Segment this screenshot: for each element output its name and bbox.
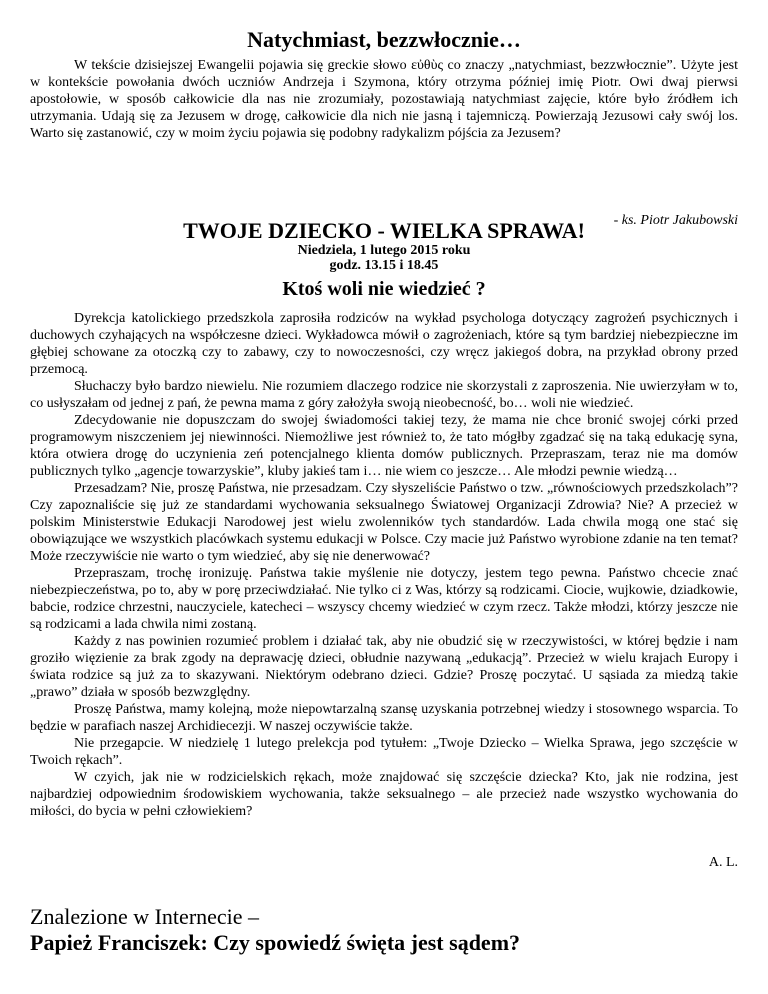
section-heading-internet: Znalezione w Internecie –	[30, 904, 260, 929]
paragraph: W czyich, jak nie w rodzicielskich rękach, może znajdować się szczęście dziecka? Kto, jak nie rodzina, jest najbardziej odpowiednim środowiskiem wychowania, także seksualnego – ale przecież nade wszystko wychowania do miłości, do bycia w pełni człowiekiem?	[30, 770, 738, 819]
section-title-twoje-dziecko: TWOJE DZIECKO - WIELKA SPRAWA!	[183, 218, 585, 243]
event-time: godz. 13.15 i 18.45	[329, 258, 439, 273]
section-heading-pope: Papież Franciszek: Czy spowiedź święta jest sądem?	[30, 930, 521, 955]
paragraph: Słuchaczy było bardzo niewielu. Nie rozumiem dlaczego rodzice nie skorzystali z zaproszenia. Nie uwierzyłam w to, co usłyszałam od jednej z pań, że pewna mama z góry założyła swoją nieobecność, bo… woli nie wiedzieć.	[30, 379, 738, 411]
paragraph: Zdecydowanie nie dopuszczam do swojej świadomości takiej tezy, że mama nie chce bronić swojej córki przed programowym niszczeniem jej niewinności. Niemożliwe jest również to, że tato mógłby zgadzać się na taką edukację syna, która otwiera drogę do uczynienia zeń potencjalnego klienta domów publicznych. Przepraszam, teraz nie ma domów publicznych tylko „agencje towarzyskie”, kluby jakieś tam i… nie wiem co jeszcze… Ale młodzi pewnie wiedzą…	[30, 413, 738, 479]
article-signature: A. L.	[708, 855, 738, 870]
paragraph: Dyrekcja katolickiego przedszkola zaprosiła rodziców na wykład psychologa dotyczący zagrożeń psychicznych i duchowych czyhających na współczesne dzieci. Wykładowca mówił o zagrożeniach, które są tym bardziej niebezpieczne im głębiej schowane za otoczką czy to zabawy, czy to nowoczesności, czy wręcz jakiegoś dobra, na przykład obrony przed przemocą.	[30, 311, 738, 377]
article-body	[30, 310, 738, 820]
paragraph: Nie przegapcie. W niedzielę 1 lutego prelekcja pod tytułem: „Twoje Dziecko – Wielka Sprawa, jego szczęście w Twoich rękach”.	[30, 736, 738, 768]
paragraph: Przesadzam? Nie, proszę Państwa, nie przesadzam. Czy słyszeliście Państwo o tzw. „równościowych przedszkolach”? Czy zapoznaliście się już ze standardami wychowania seksualnego Światowej Organizacji Zdrowia? Nie? A przecież w polskim Ministerstwie Edukacji Narodowej jest wielu zwolenników tych standardów. Lada chwila mogą one stać się obowiązujące we wszystkich placówkach systemu edukacji w Polsce. Czy macie już Państwo wyrobione zdanie na ten temat? Może rzeczywiście nie warto o tym wiedzieć, aby się nie denerwować?	[30, 481, 738, 564]
author-signature: - ks. Piotr Jakubowski	[613, 213, 738, 228]
event-date: Niedziela, 1 lutego 2015 roku	[297, 243, 471, 258]
event-date-block	[0, 243, 768, 273]
article-subtitle: Ktoś woli nie wiedzieć ?	[282, 278, 486, 300]
paragraph: Każdy z nas powinien rozumieć problem i działać tak, aby nie obudzić się w rzeczywistości, w której będzie i nam groziło więzienie za brak zgody na deprawację dzieci, obłudnie nazywaną „edukacją”. Przecież w wielu krajach Europy i świata rodzice są już za to skazywani. Niektórym odebrano dzieci. Gdzie? Proszę poczytać. U sąsiada za miedzą takie „prawo” działa w sposób bezwzględny.	[30, 634, 738, 700]
section-paragraph-natychmiast	[30, 57, 738, 142]
paragraph: W tekście dzisiejszej Ewangelii pojawia się greckie słowo εὐθὺς co znaczy „natychmiast, bezzwłocznie”. Użyte jest w kontekście powołania dwóch uczniów Andrzeja i Szymona, który otrzyma później imię Piotr. Owi dwaj pierwsi apostołowie, w sposób całkowicie dla nas nie zrozumiały, pozostawiają natychmiast zajęcie, które było źródłem ich utrzymania. Udają się za Jezusem w drogę, całkowicie dla nich nie jasną i tajemniczą. Powierzają Jezusowi cały swój los. Warto się zastanowić, czy w moim życiu pojawia się podobny radykalizm pójścia za Jezusem?	[30, 58, 738, 141]
paragraph: Przepraszam, trochę ironizuję. Państwa takie myślenie nie dotyczy, jestem tego pewna. Państwo chcecie znać niebezpieczeństwa, po to, aby w porę przeciwdziałać. Nie tylko ci z Was, którzy są rodzicami. Ciocie, wujkowie, dziadkowie, babcie, rodzice chrzestni, nauczyciele, katecheci – wszyscy chcemy wiedzieć w czym rzecz. Także młodzi, którzy jeszcze nie są rodzicami a lada chwila nimi zostaną.	[30, 566, 738, 632]
section-title-natychmiast: Natychmiast, bezzwłocznie…	[247, 27, 521, 52]
paragraph: Proszę Państwa, mamy kolejną, może niepowtarzalną szansę uzyskania potrzebnej wiedzy i stosownego wsparcia. To będzie w parafiach naszej Archidiecezji. W naszej oczywiście także.	[30, 702, 738, 734]
